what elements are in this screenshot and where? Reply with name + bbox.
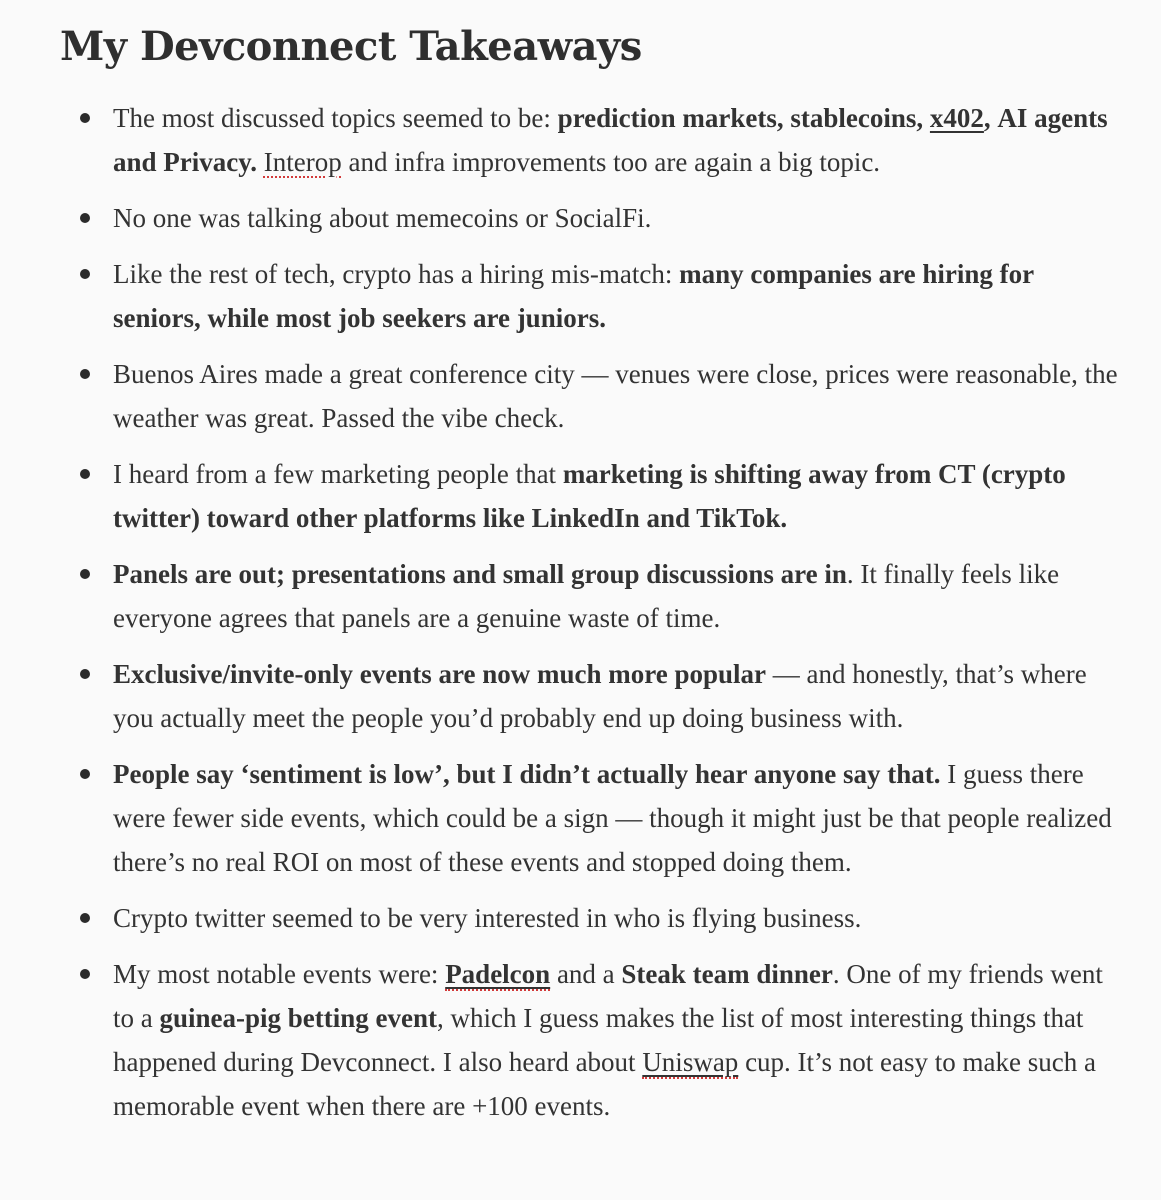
text-run: I guess there were fewer side events, which could be a sign — though it might just be that people realized there’s no real ROI on most of these events and stopped doing them. (113, 759, 1112, 877)
bullet-icon (80, 113, 90, 123)
list-item (113, 196, 1121, 240)
bullet-icon (80, 669, 90, 679)
text-run: The most discussed topics seemed to be: (113, 103, 558, 133)
bold-text: Exclusive/invite-only events are now much more popular (113, 659, 766, 689)
list-item (113, 652, 1121, 740)
page-title: My Devconnect Takeaways (60, 23, 642, 70)
bold-text: Panels are out; presentations and small group discussions are in (113, 559, 847, 589)
bullet-icon (80, 569, 90, 579)
text-run: and infra improvements too are again a big topic. (341, 147, 881, 177)
bullet-icon (80, 913, 90, 923)
inline-link[interactable]: Padelcon (445, 959, 551, 989)
list-item (113, 952, 1121, 1128)
text-run: and a (550, 959, 622, 989)
text-run: cup. It’s not easy to make such a memorable event when there are +100 events. (113, 1047, 1096, 1121)
list-item (113, 552, 1121, 640)
bullet-icon (80, 969, 90, 979)
bold-text: many companies are hiring for seniors, while most job seekers are juniors. (113, 259, 1034, 333)
list-item (113, 752, 1121, 884)
bold-text: , (983, 103, 991, 133)
bullet-icon (80, 769, 90, 779)
inline-link[interactable]: Uniswap (642, 1047, 739, 1077)
takeaways-list (60, 96, 1121, 1128)
text-run: No one was talking about memecoins or SocialFi. (113, 203, 652, 233)
text-run: Like the rest of tech, crypto has a hiring mis-match: (113, 259, 680, 289)
list-item (113, 896, 1121, 940)
list-item (113, 352, 1121, 440)
bold-text: People say ‘sentiment is low’, but I didn’t actually hear anyone say that. (113, 759, 941, 789)
bold-text: guinea-pig betting event (159, 1003, 438, 1033)
text-run: I heard from a few marketing people that (113, 459, 563, 489)
inline-link[interactable]: x402 (929, 103, 984, 133)
bullet-icon (80, 213, 90, 223)
bold-text: AI agents and Privacy. (113, 103, 1108, 177)
bold-text: marketing is shifting away from CT (crypto twitter) toward other platforms like LinkedIn and TikTok. (113, 459, 1066, 533)
text-run (257, 147, 264, 177)
text-run: My most notable events were: (113, 959, 446, 989)
list-item (113, 252, 1121, 340)
text-run: Crypto twitter seemed to be very interested in who is flying business. (113, 903, 862, 933)
bullet-icon (80, 269, 90, 279)
text-run: , which I guess makes the list of most interesting things that happened during Devconnect. I also heard about (113, 1003, 1084, 1077)
bold-text: prediction markets, stablecoins, (557, 103, 930, 133)
text-run: Interop (263, 147, 342, 177)
text-run: . It finally feels like everyone agrees that panels are a genuine waste of time. (113, 559, 1060, 633)
text-run: — and honestly, that’s where you actually meet the people you’d probably end up doing business with. (113, 659, 1087, 733)
bullet-icon (80, 469, 90, 479)
bold-text: Steak team dinner (621, 959, 833, 989)
text-run: . One of my friends went to a (113, 959, 1103, 1033)
list-item (113, 452, 1121, 540)
bullet-icon (80, 369, 90, 379)
text-run: Buenos Aires made a great conference city — venues were close, prices were reasonable, the weather was great. Passed the vibe check. (113, 359, 1118, 433)
list-item (113, 96, 1121, 184)
